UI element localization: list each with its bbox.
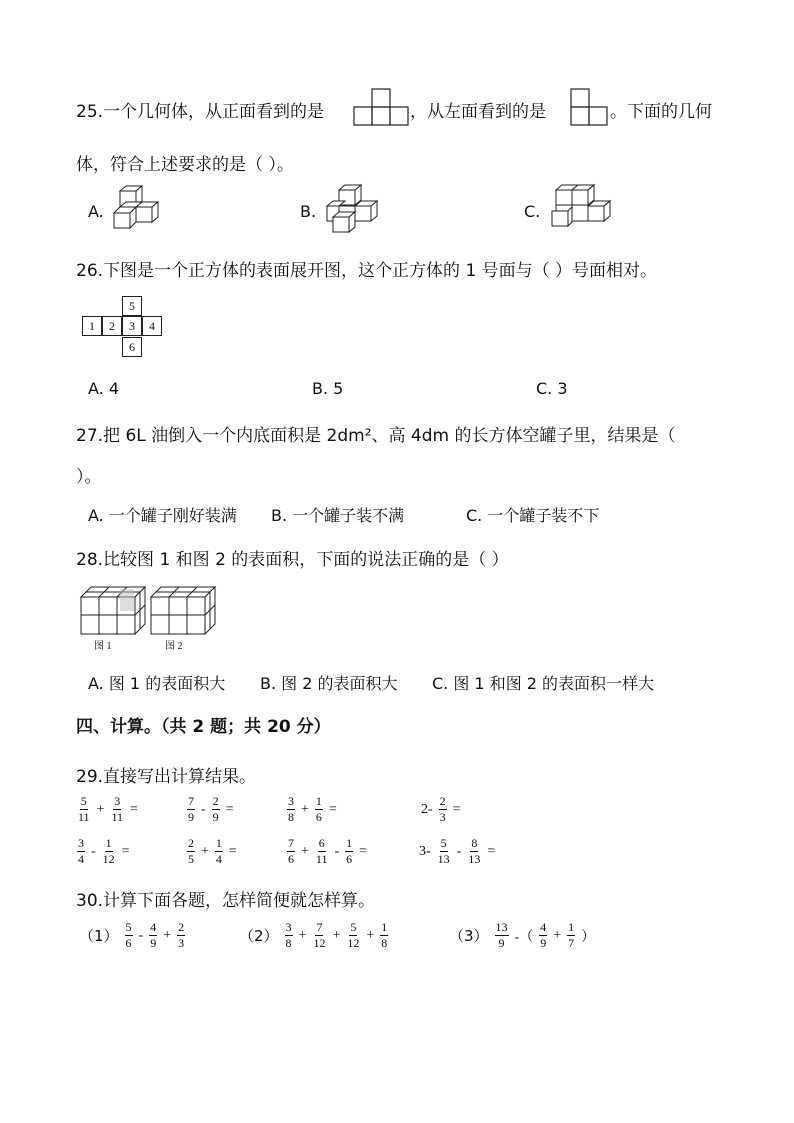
q26-option-c: C. 3 (536, 379, 568, 398)
fraction: $\frac{1}{12}$ (102, 836, 115, 866)
net-face-2: 2 (102, 316, 122, 336)
fraction: $\frac{5}{11}$ (78, 794, 90, 824)
q25-option-c-figure (548, 184, 614, 232)
q26-option-a: A. 4 (88, 379, 120, 398)
net-face-3: 3 (122, 316, 142, 336)
fraction: $\frac{3}{4}$ (78, 836, 84, 866)
q27-option-b: B. 一个罐子装不满 (271, 506, 405, 525)
q29-r1-e4: 2- $\frac{2}{3}$ = (421, 794, 461, 824)
q29-r2-e3: $\frac{7}{6}$ + $\frac{6}{11}$ - $\frac{1}{6}$ = (288, 836, 368, 866)
q30-problem-1: （1） $\frac{5}{6}$ - $\frac{4}{9}$ + $\frac{2}{3}$ (79, 920, 185, 950)
fraction: $\frac{2}{3}$ (439, 794, 446, 824)
q29-r2-e2: $\frac{2}{5}$ + $\frac{1}{4}$ = (188, 836, 237, 866)
figure-2-caption: 图 2 (165, 641, 183, 652)
q29-r1-e2: $\frac{7}{9}$ - $\frac{2}{9}$ = (188, 794, 234, 824)
fraction: $\frac{2}{3}$ (178, 920, 185, 950)
net-face-4: 4 (142, 316, 162, 336)
left-view-figure (570, 88, 608, 126)
q28-option-c: C. 图 1 和图 2 的表面积一样大 (432, 674, 655, 693)
fraction: $\frac{7}{12}$ (313, 920, 326, 950)
q25-text-part2: ，从左面看到的是 (410, 102, 546, 122)
q25-text-part3: 。下面的几何 (610, 102, 712, 122)
fraction: $\frac{2}{9}$ (212, 794, 219, 824)
q25-text-part1: 25.一个几何体，从正面看到的是 (76, 102, 325, 122)
fraction: $\frac{5}{6}$ (125, 920, 132, 950)
fraction: $\frac{4}{9}$ (150, 920, 157, 950)
fraction: $\frac{7}{9}$ (188, 794, 194, 824)
q25-option-a-figure (112, 185, 164, 233)
q26-text: 26.下图是一个正方体的表面展开图，这个正方体的 1 号面与（ ）号面相对。 (76, 261, 658, 281)
q30-problem-2: （2） $\frac{3}{8}$ + $\frac{7}{12}$ + $\frac{5}{12}$ + $\frac{1}{8}$ (239, 920, 388, 950)
section-heading: 四、计算。（共 2 题；共 20 分） (76, 717, 331, 737)
fraction: $\frac{4}{9}$ (540, 920, 547, 950)
fraction: $\frac{3}{8}$ (285, 920, 292, 950)
q29-r1-e1: $\frac{5}{11}$ + $\frac{3}{11}$ = (78, 794, 138, 824)
q29-title: 29.直接写出计算结果。 (76, 767, 257, 787)
fraction: $\frac{6}{11}$ (315, 836, 328, 866)
fraction: $\frac{3}{8}$ (288, 794, 294, 824)
q27-text-line2: ）。 (76, 467, 102, 487)
figure-1-caption: 图 1 (94, 641, 112, 652)
figure-1 (80, 586, 146, 636)
net-face-6: 6 (122, 337, 142, 357)
q28-option-a: A. 图 1 的表面积大 (88, 674, 226, 693)
q29-r1-e3: $\frac{3}{8}$ + $\frac{1}{6}$ = (288, 794, 337, 824)
figure-2 (150, 586, 216, 636)
fraction: $\frac{3}{11}$ (111, 794, 124, 824)
q25-option-a: A. (88, 202, 104, 221)
front-view-figure (354, 88, 408, 126)
q28-option-b: B. 图 2 的表面积大 (260, 674, 398, 693)
fraction: $\frac{5}{13}$ (437, 836, 450, 866)
q26-option-b: B. 5 (312, 379, 344, 398)
q27-option-c: C. 一个罐子装不下 (466, 506, 600, 525)
fraction: $\frac{7}{6}$ (288, 836, 294, 866)
q25-option-b: B. (300, 202, 317, 221)
q25-option-b-figure (325, 184, 389, 236)
q25-option-c: C. (524, 202, 541, 221)
fraction: $\frac{1}{4}$ (215, 836, 222, 866)
fraction: $\frac{8}{13}$ (468, 836, 481, 866)
q29-r2-e1: $\frac{3}{4}$ - $\frac{1}{12}$ = (78, 836, 130, 866)
q30-problem-3: （3） $\frac{13}{9}$ -（ $\frac{4}{9}$ + $\frac{1}{7}$ ） (449, 920, 596, 950)
fraction: $\frac{1}{7}$ (568, 920, 575, 950)
q25-text-line2: 体，符合上述要求的是（ ）。 (76, 155, 294, 175)
q27-text-line1: 27.把 6L 油倒入一个内底面积是 2dm²、高 4dm 的长方体空罐子里，结果是（ (76, 426, 676, 446)
fraction: $\frac{1}{6}$ (346, 836, 353, 866)
q29-r2-e4: 3- $\frac{5}{13}$ - $\frac{8}{13}$ = (419, 836, 496, 866)
fraction: $\frac{1}{6}$ (315, 794, 322, 824)
q27-option-a: A. 一个罐子刚好装满 (88, 506, 237, 525)
fraction: $\frac{2}{5}$ (188, 836, 194, 866)
q28-text: 28.比较图 1 和图 2 的表面积，下面的说法正确的是（ ） (76, 550, 509, 570)
net-face-1: 1 (82, 316, 102, 336)
net-face-5: 5 (122, 296, 142, 316)
q30-title: 30.计算下面各题，怎样简便就怎样算。 (76, 891, 376, 911)
fraction: $\frac{13}{9}$ (495, 920, 508, 950)
fraction: $\frac{5}{12}$ (347, 920, 360, 950)
fraction: $\frac{1}{8}$ (381, 920, 388, 950)
